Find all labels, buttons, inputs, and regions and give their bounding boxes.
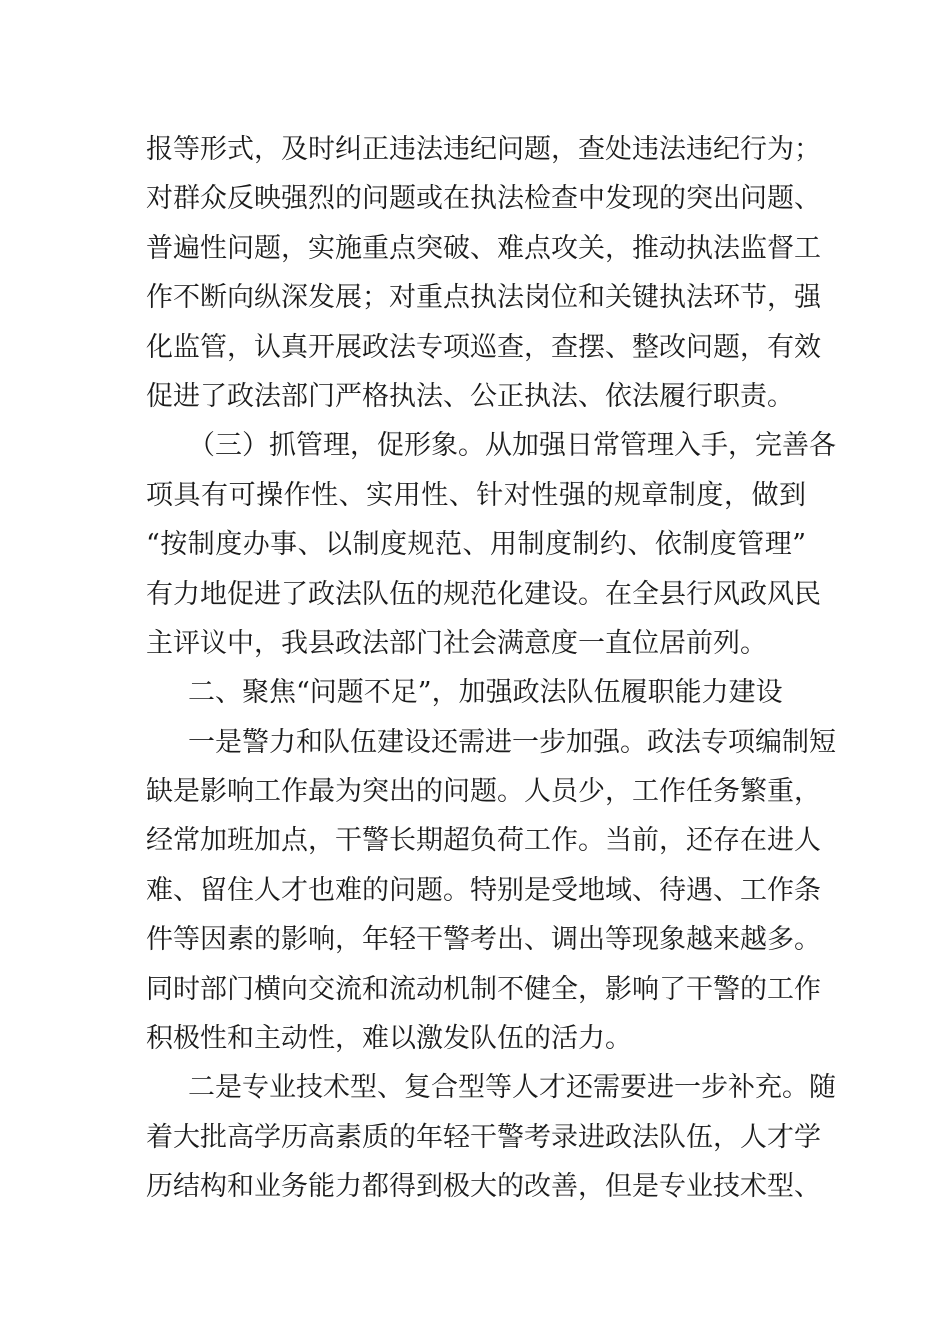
section-3-heading-line: （三）抓管理，促形象。从加强日常管理入手，完善各 [188, 430, 836, 462]
text-line: 难、留住人才也难的问题。特别是受地域、待遇、工作条 [146, 874, 821, 906]
text-line: 有力地促进了政法队伍的规范化建设。在全县行风政风民 [146, 578, 821, 610]
text-line: 经常加班加点，干警长期超负荷工作。当前，还存在进人 [146, 825, 821, 857]
text-line: 历结构和业务能力都得到极大的改善，但是专业技术型、 [146, 1171, 821, 1203]
text-line: 对群众反映强烈的问题或在执法检查中发现的突出问题、 [146, 183, 821, 215]
paragraph-1-start: 一是警力和队伍建设还需进一步加强。政法专项编制短 [188, 726, 836, 758]
text-line: 报等形式，及时纠正违法违纪问题，查处违法违纪行为； [146, 134, 821, 165]
text-line: 促进了政法部门严格执法、公正执法、依法履行职责。 [146, 380, 794, 412]
body-text [146, 125, 836, 1212]
text-line: 同时部门横向交流和流动机制不健全，影响了干警的工作 [146, 973, 821, 1005]
text-line: 作不断向纵深发展；对重点执法岗位和关键执法环节，强 [146, 282, 821, 314]
text-line: “按制度办事、以制度规范、用制度制约、依制度管理” [146, 529, 806, 561]
text-line: 化监管，认真开展政法专项巡查，查摆、整改问题，有效 [146, 331, 821, 363]
paragraph-2-start: 二是专业技术型、复合型等人才还需要进一步补充。随 [188, 1072, 836, 1104]
text-line: 普遍性问题，实施重点突破、难点攻关，推动执法监督工 [146, 232, 821, 264]
section-2-heading: 二、聚焦“问题不足”，加强政法队伍履职能力建设 [188, 677, 783, 709]
text-line: 主评议中，我县政法部门社会满意度一直位居前列。 [146, 627, 767, 659]
text-line: 积极性和主动性，难以激发队伍的活力。 [146, 1023, 632, 1055]
text-line: 件等因素的影响，年轻干警考出、调出等现象越来越多。 [146, 924, 821, 956]
text-line: 项具有可操作性、实用性、针对性强的规章制度，做到 [146, 479, 806, 511]
text-line: 着大批高学历高素质的年轻干警考录进政法队伍，人才学 [146, 1121, 821, 1153]
text-line: 缺是影响工作最为突出的问题。人员少，工作任务繁重， [146, 776, 821, 808]
